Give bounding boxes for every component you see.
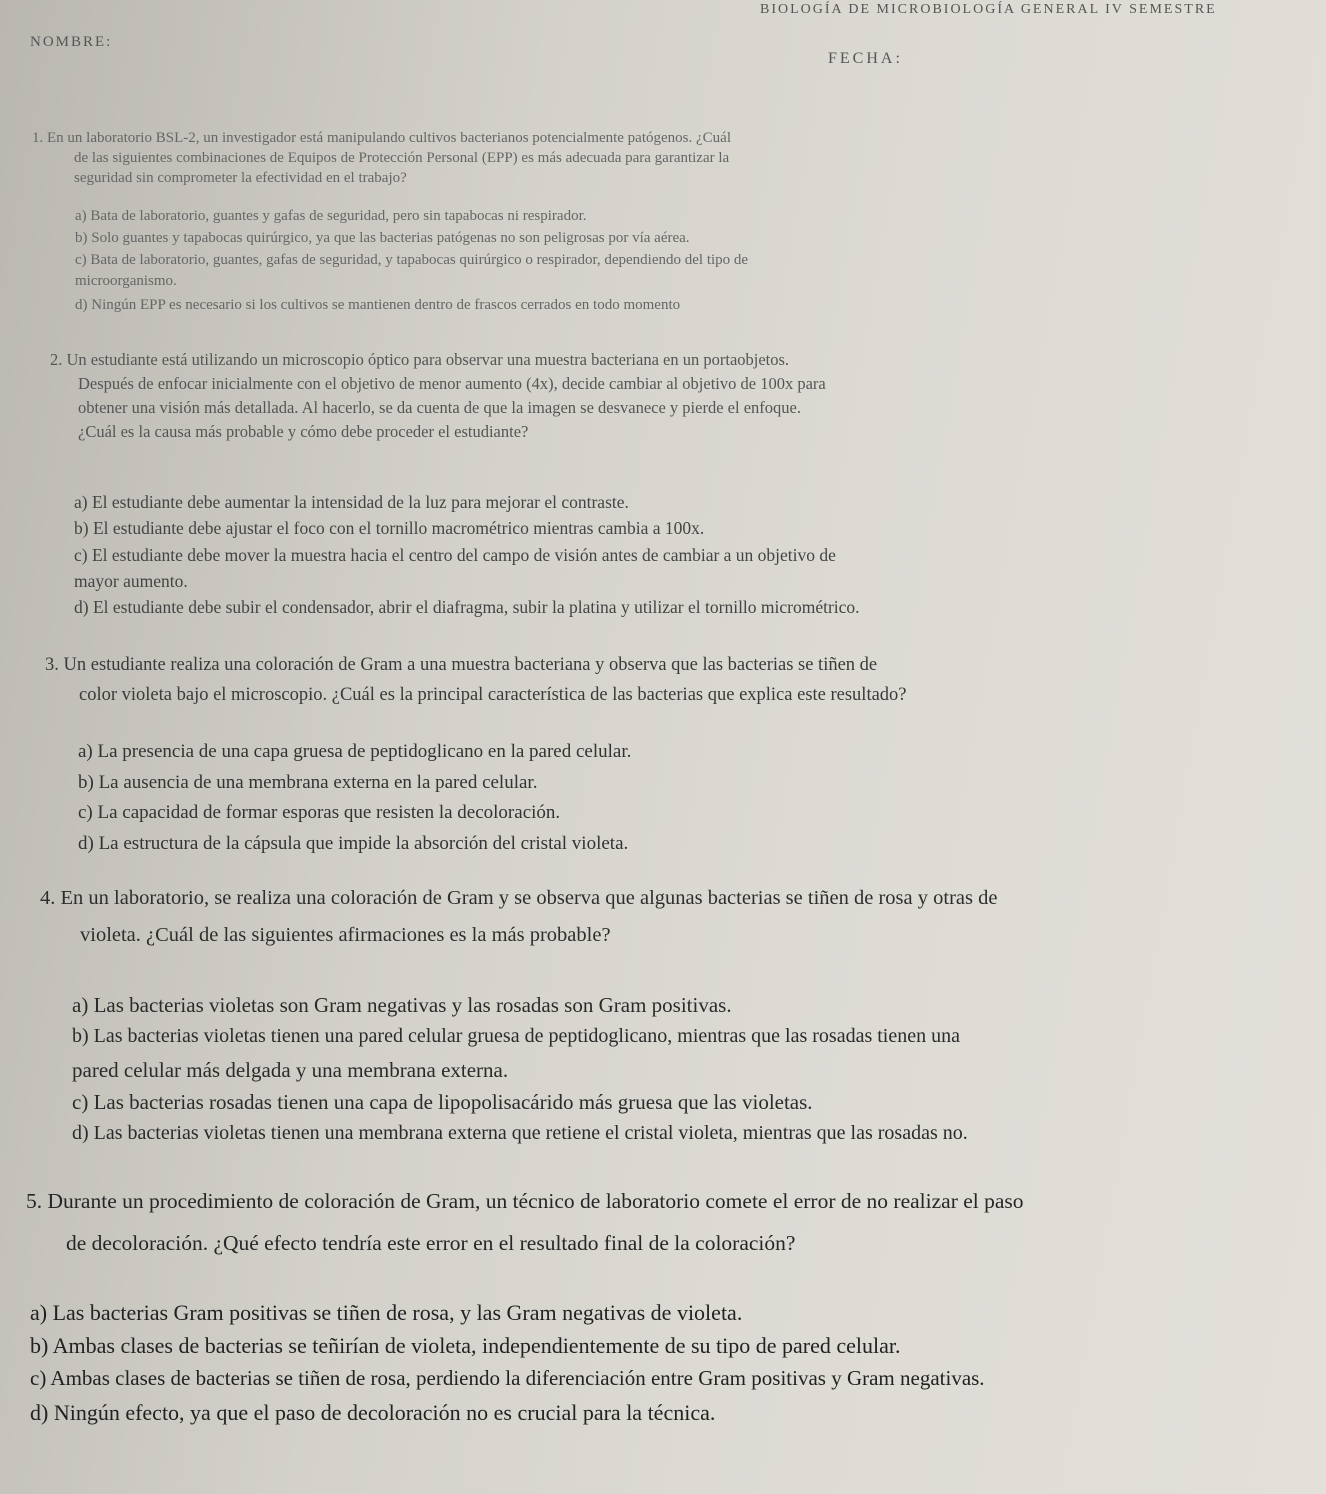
question-5-line-1: 5. Durante un procedimiento de coloración de Gram, un técnico de laboratorio comete el error de no realizar el paso: [26, 1189, 1024, 1213]
question-5: [26, 1180, 1024, 1264]
question-5-option-b[interactable]: b) Ambas clases de bacterias se teñirían de violeta, independientemente de su tipo de pared celular.: [30, 1333, 901, 1358]
question-2-option-c-cont: mayor aumento.: [74, 571, 188, 591]
question-2-line-2: Después de enfocar inicialmente con el objetivo de menor aumento (4x), decide cambiar al objetivo de 100x para: [78, 374, 826, 393]
question-2-line-4: ¿Cuál es la causa más probable y cómo debe proceder el estudiante?: [78, 422, 529, 441]
date-label: FECHA:: [828, 50, 903, 67]
question-4-option-a[interactable]: a) Las bacterias violetas son Gram negativas y las rosadas son Gram positivas.: [72, 993, 732, 1017]
question-2-option-a[interactable]: a) El estudiante debe aumentar la intensidad de la luz para mejorar el contraste.: [74, 492, 629, 512]
question-4-line-2: violeta. ¿Cuál de las siguientes afirmaciones es la más probable?: [80, 924, 611, 946]
question-1-option-d[interactable]: d) Ningún EPP es necesario si los cultivos se mantienen dentro de frascos cerrados en todo momento: [75, 297, 681, 313]
question-4: [40, 880, 997, 954]
question-1: [32, 128, 731, 188]
question-2: [50, 348, 826, 444]
question-1-line-1: 1. En un laboratorio BSL-2, un investigador está manipulando cultivos bacterianos potencialmente patógenos. ¿Cuál: [32, 130, 731, 146]
question-5-line-2: de decoloración. ¿Qué efecto tendría este error en el resultado final de la coloración?: [66, 1231, 796, 1255]
question-5-option-d[interactable]: d) Ningún efecto, ya que el paso de decoloración no es crucial para la técnica.: [30, 1400, 716, 1425]
question-4-option-d[interactable]: d) Las bacterias violetas tienen una membrana externa que retiene el cristal violeta, mientras que las rosadas no.: [72, 1122, 968, 1144]
question-4-option-b[interactable]: b) Las bacterias violetas tienen una pared celular gruesa de peptidoglicano, mientras que las rosadas tienen una: [72, 1025, 960, 1047]
course-header: BIOLOGÍA DE MICROBIOLOGÍA GENERAL IV SEMESTRE: [760, 2, 1217, 17]
question-2-line-3: obtener una visión más detallada. Al hacerlo, se da cuenta de que la imagen se desvanece y pierde el enfoque.: [78, 398, 801, 417]
question-2-line-1: 2. Un estudiante está utilizando un microscopio óptico para observar una muestra bacteriana en un portaobjetos.: [50, 350, 790, 369]
question-5-option-c[interactable]: c) Ambas clases de bacterias se tiñen de rosa, perdiendo la diferenciación entre Gram positivas y Gram negativas.: [30, 1366, 985, 1390]
question-1-option-c[interactable]: c) Bata de laboratorio, guantes, gafas de seguridad, y tapabocas quirúrgico o respirador, dependiendo del tipo de: [75, 252, 749, 268]
question-3-option-a[interactable]: a) La presencia de una capa gruesa de peptidoglicano en la pared celular.: [78, 741, 632, 762]
question-3-option-c[interactable]: c) La capacidad de formar esporas que resisten la decoloración.: [78, 802, 561, 823]
question-3-line-1: 3. Un estudiante realiza una coloración de Gram a una muestra bacteriana y observa que las bacterias se tiñen de: [45, 655, 878, 675]
question-5-option-a[interactable]: a) Las bacterias Gram positivas se tiñen de rosa, y las Gram negativas de violeta.: [30, 1300, 743, 1325]
question-1-line-3: seguridad sin comprometer la efectividad en el trabajo?: [74, 170, 407, 186]
question-1-line-2: de las siguientes combinaciones de Equipos de Protección Personal (EPP) es más adecuada para garantizar la: [74, 150, 730, 166]
question-2-option-c[interactable]: c) El estudiante debe mover la muestra hacia el centro del campo de visión antes de cambiar a un objetivo de: [74, 545, 836, 565]
question-1-option-b[interactable]: b) Solo guantes y tapabocas quirúrgico, ya que las bacterias patógenas no son peligrosas por vía aérea.: [75, 230, 690, 246]
question-1-option-a[interactable]: a) Bata de laboratorio, guantes y gafas de seguridad, pero sin tapabocas ni respirador.: [75, 208, 587, 224]
question-2-option-d[interactable]: d) El estudiante debe subir el condensador, abrir el diafragma, subir la platina y utilizar el tornillo micrométrico.: [74, 597, 860, 617]
question-4-option-c[interactable]: c) Las bacterias rosadas tienen una capa de lipopolisacárido más gruesa que las violetas.: [72, 1090, 813, 1114]
question-3: [45, 650, 907, 710]
question-3-option-b[interactable]: b) La ausencia de una membrana externa en la pared celular.: [78, 772, 538, 793]
question-3-option-d[interactable]: d) La estructura de la cápsula que impide la absorción del cristal violeta.: [78, 833, 629, 854]
question-4-option-b-cont: pared celular más delgada y una membrana externa.: [72, 1058, 509, 1082]
question-3-line-2: color violeta bajo el microscopio. ¿Cuál es la principal característica de las bacterias que explica este resultado?: [79, 685, 907, 705]
question-1-option-c-cont: microorganismo.: [75, 273, 177, 289]
question-4-line-1: 4. En un laboratorio, se realiza una coloración de Gram y se observa que algunas bacterias se tiñen de rosa y otras de: [40, 887, 998, 909]
question-2-option-b[interactable]: b) El estudiante debe ajustar el foco con el tornillo macrométrico mientras cambia a 100x.: [74, 518, 705, 538]
name-label: NOMBRE:: [30, 34, 113, 50]
